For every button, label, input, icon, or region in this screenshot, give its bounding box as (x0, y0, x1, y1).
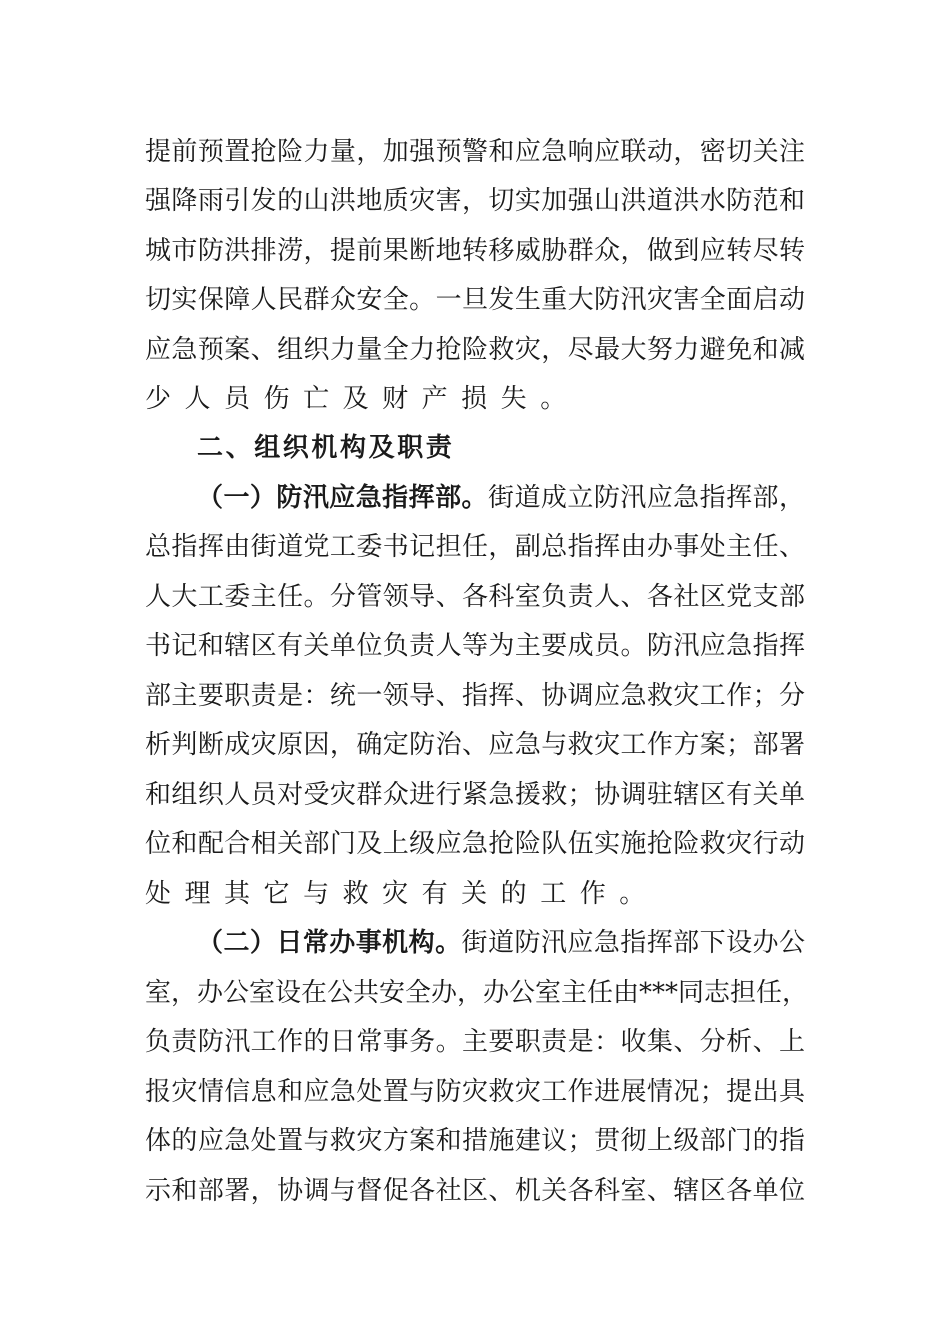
paragraph-line: 人大工委主任。分管领导、各科室负责人、各社区党支部 (145, 582, 805, 612)
paragraph-line: 负责防汛工作的日常事务。主要职责是：收集、分析、上 (145, 1027, 805, 1057)
paragraph-line: 应急预案、组织力量全力抢险救灾，尽最大努力避免和减 (145, 335, 805, 365)
paragraph-line: 书记和辖区有关单位负责人等为主要成员。防汛应急指挥 (145, 631, 805, 661)
subsection-text: 街道成立防汛应急指挥部， (488, 483, 805, 513)
paragraph-line: 室，办公室设在公共安全办，办公室主任由***同志担任， (145, 978, 809, 1008)
paragraph-line: 切实保障人民群众安全。一旦发生重大防汛灾害全面启动 (145, 285, 805, 315)
paragraph-line: 提前预置抢险力量，加强预警和应急响应联动，密切关注 (145, 137, 805, 167)
subsection-text: 街道防汛应急指挥部下设办公 (461, 928, 805, 958)
paragraph-line: 示和部署，协调与督促各社区、机关各科室、辖区各单位 (145, 1176, 805, 1206)
paragraph-line: 少人员伤亡及财产损失。 (145, 384, 580, 414)
paragraph-line: 报灾情信息和应急处置与防灾救灾工作进展情况；提出具 (145, 1077, 805, 1107)
paragraph-line: 部主要职责是：统一领导、指挥、协调应急救灾工作；分 (145, 681, 805, 711)
subsection-title: （一）防汛应急指挥部。 (197, 483, 488, 513)
section-heading: 二、组织机构及职责 (197, 433, 455, 463)
paragraph-line: 强降雨引发的山洪地质灾害，切实加强山洪道洪水防范和 (145, 186, 805, 216)
subsection-first-line (197, 478, 805, 518)
paragraph-line: 总指挥由街道党工委书记担任，副总指挥由办事处主任、 (145, 532, 805, 562)
subsection-title: （二）日常办事机构。 (197, 928, 462, 958)
paragraph-line: 体的应急处置与救灾方案和措施建议；贯彻上级部门的指 (145, 1126, 805, 1156)
paragraph-line: 处理其它与救灾有关的工作。 (145, 879, 659, 909)
paragraph-line: 和组织人员对受灾群众进行紧急援救；协调驻辖区有关单 (145, 780, 805, 810)
paragraph-line: 城市防洪排涝，提前果断地转移威胁群众，做到应转尽转 (145, 236, 805, 266)
paragraph-line: 位和配合相关部门及上级应急抢险队伍实施抢险救灾行动 (145, 829, 805, 859)
paragraph-line: 析判断成灾原因，确定防治、应急与救灾工作方案；部署 (145, 730, 805, 760)
subsection-first-line (197, 923, 805, 963)
